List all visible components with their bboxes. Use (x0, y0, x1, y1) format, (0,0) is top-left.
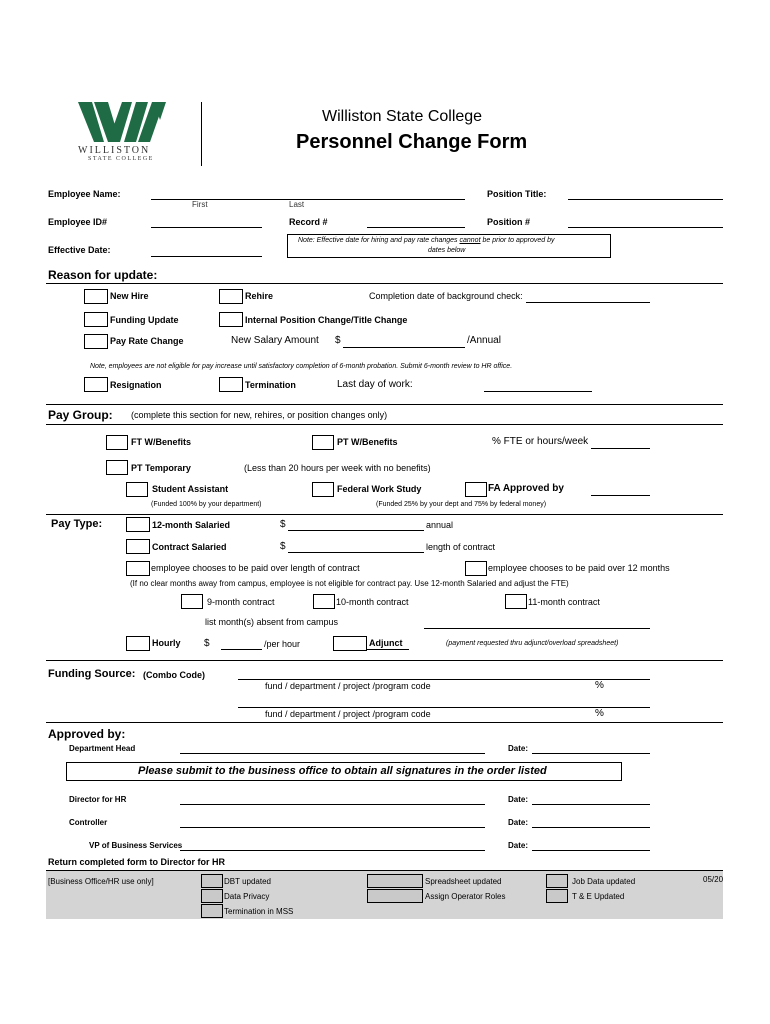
last-day-label: Last day of work: (337, 379, 413, 390)
fws-note: (Funded 25% by your dept and 75% by federal money) (376, 501, 547, 508)
note-line2: dates below (428, 247, 466, 254)
salaried-12-checkbox[interactable] (126, 517, 150, 532)
funding-code-label-1: fund / department / project /program code (265, 681, 431, 691)
termination-label: Termination (245, 380, 296, 390)
pt-benefits-label: PT W/Benefits (337, 437, 398, 447)
pay-group-top-line (46, 404, 723, 405)
funding-code-field-2[interactable] (238, 707, 650, 708)
length-of-contract-label: length of contract (426, 542, 496, 552)
college-name: Williston State College (322, 108, 483, 125)
completion-date-field[interactable] (526, 302, 650, 303)
salaried-annual-label: annual (426, 520, 454, 530)
new-hire-label: New Hire (110, 291, 149, 301)
position-number-field[interactable] (568, 227, 723, 228)
funding-percent-1: % (595, 680, 604, 691)
director-hr-date-label: Date: (508, 795, 529, 804)
submit-note-box (66, 762, 622, 781)
ten-month-label: 10-month contract (336, 597, 409, 607)
eleven-month-checkbox[interactable] (505, 594, 527, 609)
college-logo (74, 102, 176, 164)
employee-id-label: Employee ID# (48, 217, 108, 227)
position-number-label: Position # (487, 217, 531, 227)
return-note: Return completed form to Director for HR (48, 857, 226, 867)
federal-work-study-label: Federal Work Study (337, 484, 422, 494)
position-title-label: Position Title: (487, 189, 547, 199)
controller-signature[interactable] (180, 827, 485, 828)
logo-text: WILLISTON (78, 145, 151, 156)
nine-month-checkbox[interactable] (181, 594, 203, 609)
salaried-amount-field[interactable] (288, 530, 424, 531)
form-title: Personnel Change Form (296, 131, 528, 153)
logo-w-icon (78, 102, 174, 144)
header-divider (201, 102, 202, 166)
combo-code-label: (Combo Code) (143, 670, 205, 680)
vp-business-signature[interactable] (180, 850, 485, 851)
employee-name-label: Employee Name: (48, 189, 121, 199)
pt-temporary-label: PT Temporary (131, 463, 191, 473)
vp-business-label: VP of Business Services (89, 841, 183, 850)
pt-temporary-checkbox[interactable] (106, 460, 128, 475)
probation-note: Note, employees are not eligible for pay increase until satisfactory completion of 6-month probation. Submit 6-month review to HR office. (90, 363, 513, 370)
last-day-field[interactable] (484, 391, 592, 392)
federal-work-study-checkbox[interactable] (312, 482, 334, 497)
spreadsheet-label: Spreadsheet updated (425, 877, 502, 886)
pay-type-top-line (46, 514, 723, 515)
te-updated-checkbox[interactable] (546, 889, 568, 903)
director-hr-date-field[interactable] (532, 804, 650, 805)
ten-month-checkbox[interactable] (313, 594, 335, 609)
data-privacy-label: Data Privacy (224, 892, 270, 901)
contract-salaried-label: Contract Salaried (152, 542, 227, 552)
clear-months-note: (If no clear months away from campus, employee is not eligible for contract pay. Use 12-month Salaried and adjust the FTE) (130, 579, 569, 588)
resignation-checkbox[interactable] (84, 377, 108, 392)
funding-update-checkbox[interactable] (84, 312, 108, 327)
controller-label: Controller (69, 818, 108, 827)
funding-heading: Funding Source: (48, 668, 136, 680)
pay-rate-change-label: Pay Rate Change (110, 336, 184, 346)
pay-length-label: employee chooses to be paid over length of contract (151, 563, 360, 573)
fa-approved-field[interactable] (591, 495, 650, 496)
student-note: (Funded 100% by your department) (151, 501, 262, 508)
adjunct-checkbox[interactable] (333, 636, 367, 651)
ft-benefits-checkbox[interactable] (106, 435, 128, 450)
termination-mss-label: Termination in MSS (224, 907, 294, 916)
hourly-checkbox[interactable] (126, 636, 150, 651)
eleven-month-label: 11-month contract (528, 597, 600, 607)
salaried-12-label: 12-month Salaried (152, 520, 231, 530)
pay-length-checkbox[interactable] (126, 561, 150, 576)
hourly-rate-field[interactable] (221, 649, 262, 650)
dbt-checkbox[interactable] (201, 874, 223, 888)
pay-group-heading: Pay Group: (48, 408, 113, 422)
data-privacy-checkbox[interactable] (201, 889, 223, 903)
note-text: Note: Effective date for hiring and pay rate changes (298, 237, 458, 244)
record-label: Record # (289, 217, 328, 227)
vp-business-date-field[interactable] (532, 850, 650, 851)
vp-business-date-label: Date: (508, 841, 529, 850)
internal-change-label: Internal Position Change/Title Change (245, 315, 408, 325)
job-data-label: Job Data updated (572, 877, 636, 886)
submit-note: Please submit to the business office to obtain all signatures in the order listed (138, 765, 547, 777)
department-head-date-label: Date: (508, 744, 529, 753)
funding-code-label-2: fund / department / project /program code (265, 709, 431, 719)
controller-date-label: Date: (508, 818, 529, 827)
fa-approved-checkbox[interactable] (465, 482, 487, 497)
absent-months-field[interactable] (424, 628, 650, 629)
assign-operator-checkbox[interactable] (367, 889, 423, 903)
rehire-label: Rehire (245, 291, 274, 301)
pt-benefits-checkbox[interactable] (312, 435, 334, 450)
fte-label: % FTE or hours/week (492, 436, 589, 447)
pay-type-heading: Pay Type: (51, 518, 103, 530)
form-version: 05/20 (703, 875, 724, 884)
approved-heading: Approved by: (48, 727, 126, 741)
reason-divider (46, 283, 723, 284)
note-cannot: cannot (459, 237, 481, 244)
funding-top-line (46, 660, 723, 661)
termination-mss-checkbox[interactable] (201, 904, 223, 918)
approved-top-line (46, 722, 723, 723)
resignation-label: Resignation (110, 380, 162, 390)
department-head-label: Department Head (69, 744, 136, 753)
completion-label: Completion date of background check: (369, 291, 523, 301)
rehire-checkbox[interactable] (219, 289, 243, 304)
reason-heading: Reason for update: (48, 268, 158, 282)
effective-date-note (287, 234, 611, 258)
contract-dollar: $ (280, 541, 286, 552)
termination-checkbox[interactable] (219, 377, 243, 392)
director-hr-signature[interactable] (180, 804, 485, 805)
job-data-checkbox[interactable] (546, 874, 568, 888)
pay-group-instruction: (complete this section for new, rehires, or position changes only) (131, 410, 388, 420)
absent-months-label: list month(s) absent from campus (205, 617, 339, 627)
internal-change-checkbox[interactable] (219, 312, 243, 327)
new-salary-dollar: $ (335, 335, 341, 346)
director-hr-label: Director for HR (69, 795, 127, 804)
funding-update-label: Funding Update (110, 315, 179, 325)
last-label: Last (289, 200, 305, 209)
pt-temporary-note: (Less than 20 hours per week with no benefits) (244, 463, 431, 473)
adjunct-underline (367, 649, 409, 650)
controller-date-field[interactable] (532, 827, 650, 828)
first-label: First (192, 200, 208, 209)
logo-subtext: STATE COLLEGE (88, 156, 154, 162)
department-head-signature[interactable] (180, 753, 485, 754)
position-title-field[interactable] (568, 199, 723, 200)
pay-group-divider (46, 424, 723, 425)
annual-label: /Annual (467, 335, 501, 346)
per-hour-label: /per hour (264, 639, 301, 649)
funding-code-field-1[interactable] (238, 679, 650, 680)
spreadsheet-checkbox[interactable] (367, 874, 423, 888)
note-rest: be prior to approved by (482, 237, 555, 244)
student-assistant-checkbox[interactable] (126, 482, 148, 497)
pay-rate-change-checkbox[interactable] (84, 334, 108, 349)
dbt-label: DBT updated (224, 877, 271, 886)
department-head-date-field[interactable] (532, 753, 650, 754)
pay-12-months-label: employee chooses to be paid over 12 months (488, 563, 670, 573)
fte-field[interactable] (591, 448, 650, 449)
new-salary-label: New Salary Amount (231, 335, 319, 346)
effective-date-label: Effective Date: (48, 245, 111, 255)
contract-salaried-checkbox[interactable] (126, 539, 150, 554)
adjunct-label: Adjunct (369, 638, 403, 648)
fa-approved-label: FA Approved by (488, 483, 564, 494)
salaried-dollar: $ (280, 519, 286, 530)
contract-amount-field[interactable] (288, 552, 424, 553)
ft-benefits-label: FT W/Benefits (131, 437, 191, 447)
adjunct-note: (payment requested thru adjunct/overload spreadsheet) (446, 640, 619, 647)
hourly-dollar: $ (204, 638, 210, 649)
pay-12-months-checkbox[interactable] (465, 561, 487, 576)
office-use-label: [Business Office/HR use only] (48, 877, 154, 886)
record-field[interactable] (367, 227, 465, 228)
employee-id-field[interactable] (151, 227, 262, 228)
effective-date-field[interactable] (151, 256, 262, 257)
student-assistant-label: Student Assistant (152, 484, 229, 494)
te-updated-label: T & E Updated (572, 892, 625, 901)
new-hire-checkbox[interactable] (84, 289, 108, 304)
nine-month-label: 9-month contract (207, 597, 275, 607)
hourly-label: Hourly (152, 638, 181, 648)
new-salary-field[interactable] (343, 347, 465, 348)
funding-percent-2: % (595, 708, 604, 719)
assign-operator-label: Assign Operator Roles (425, 892, 506, 901)
